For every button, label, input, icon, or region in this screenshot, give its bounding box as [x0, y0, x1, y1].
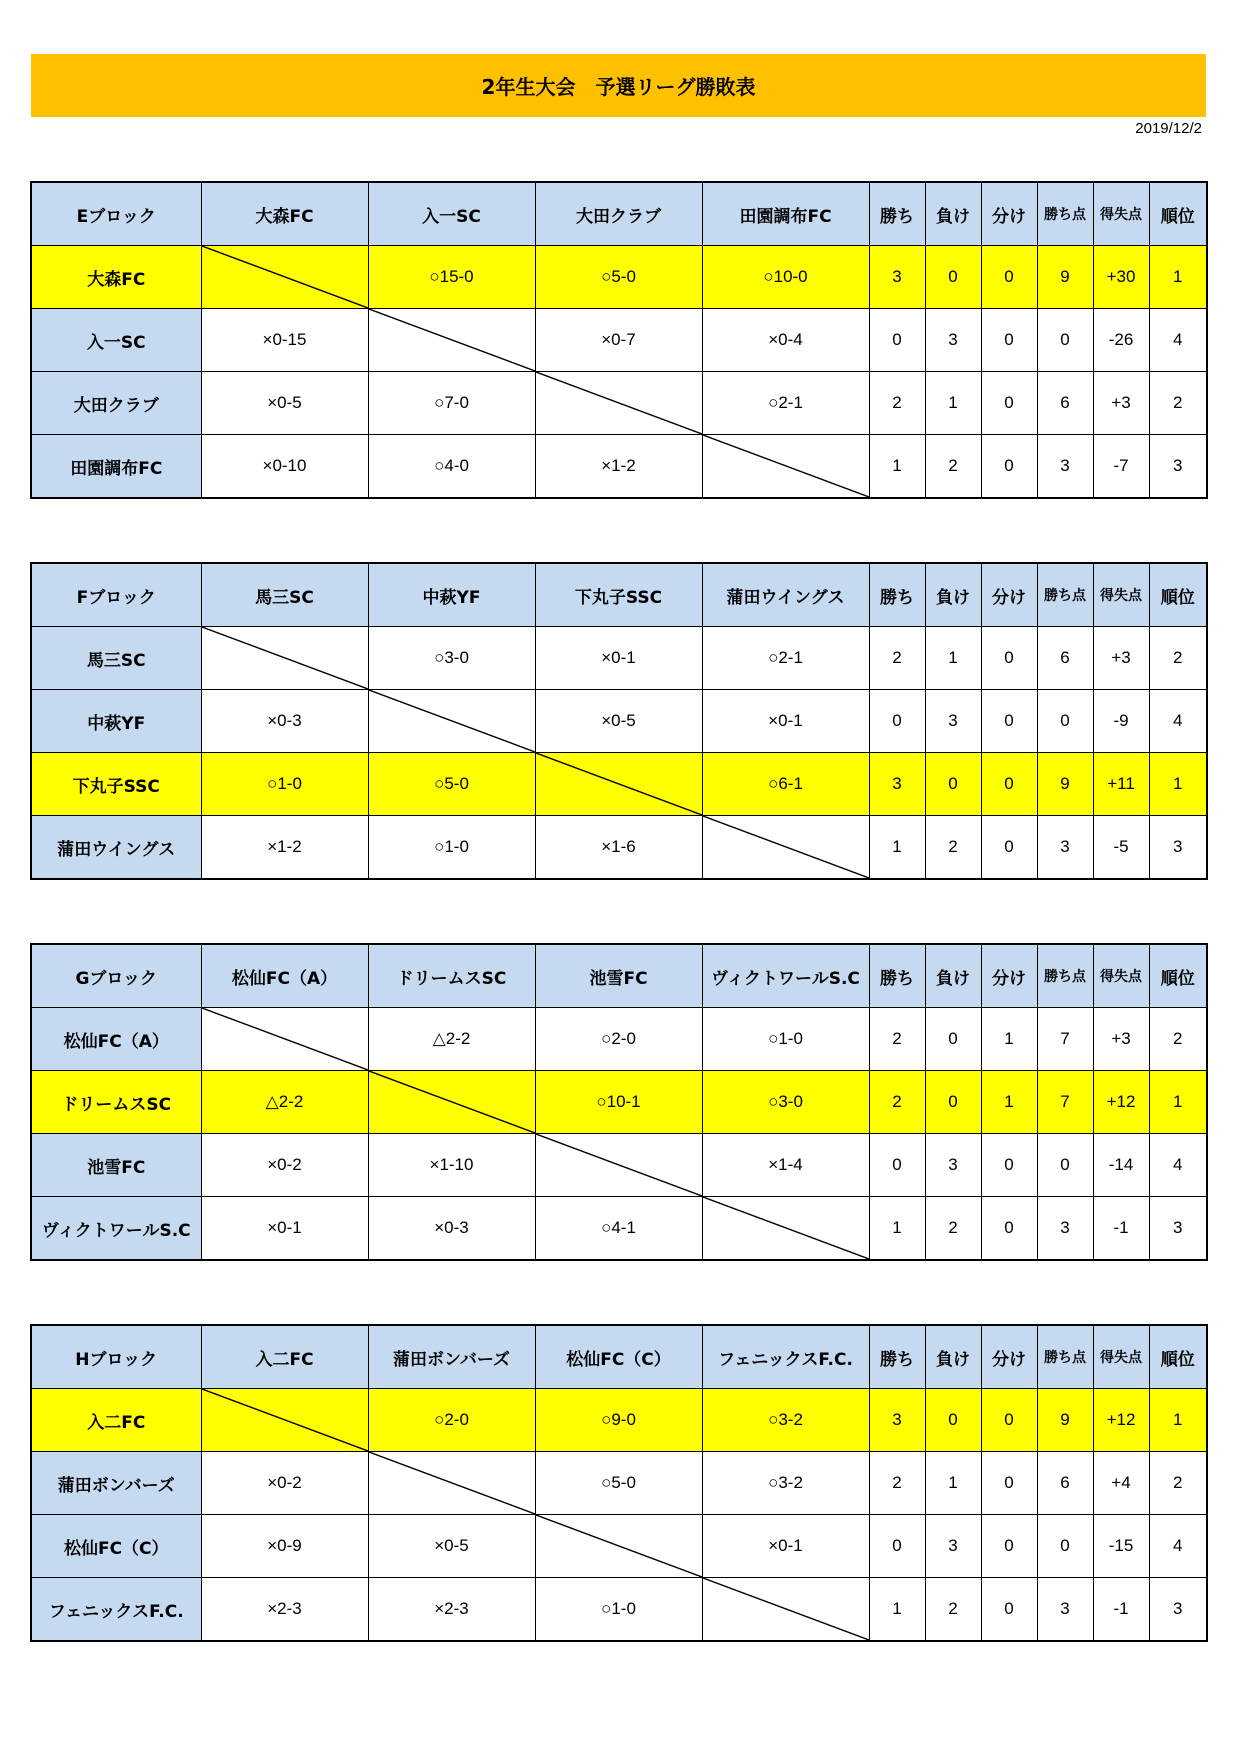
column-team-header: 蒲田ボンバーズ — [368, 1325, 535, 1389]
stat-wins: 1 — [869, 1197, 925, 1261]
stat-draws: 0 — [981, 1515, 1037, 1578]
diagonal-line — [536, 1515, 702, 1577]
diagonal-stroke — [536, 1515, 702, 1577]
stat-draws: 0 — [981, 753, 1037, 816]
row-team-name: ドリームスSC — [31, 1071, 201, 1134]
stat-header: 順位 — [1149, 182, 1207, 246]
match-result: ○1-0 — [702, 1008, 869, 1071]
stat-goal-diff: -26 — [1093, 309, 1149, 372]
stat-draws: 1 — [981, 1071, 1037, 1134]
diagonal-stroke — [202, 627, 368, 689]
stat-wins: 3 — [869, 753, 925, 816]
column-team-header: 入一SC — [368, 182, 535, 246]
stat-header: 得失点 — [1093, 182, 1149, 246]
self-match-cell — [702, 435, 869, 499]
stat-losses: 0 — [925, 753, 981, 816]
row-team-name: 大田クラブ — [31, 372, 201, 435]
stat-header: 勝ち — [869, 182, 925, 246]
match-result: ×0-3 — [368, 1197, 535, 1261]
stat-points: 6 — [1037, 1452, 1093, 1515]
diagonal-stroke — [202, 246, 368, 308]
column-team-header: 松仙FC（A） — [201, 944, 368, 1008]
stat-points: 9 — [1037, 246, 1093, 309]
stat-wins: 0 — [869, 309, 925, 372]
league-table — [30, 1324, 1208, 1642]
stat-rank: 1 — [1149, 753, 1207, 816]
diagonal-line — [536, 753, 702, 815]
table-row — [31, 246, 1207, 309]
stat-losses: 2 — [925, 1197, 981, 1261]
stat-wins: 0 — [869, 1134, 925, 1197]
stat-losses: 3 — [925, 1134, 981, 1197]
column-team-header: ドリームスSC — [368, 944, 535, 1008]
diagonal-stroke — [703, 1197, 869, 1259]
stat-losses: 1 — [925, 372, 981, 435]
header-row — [31, 563, 1207, 627]
table-row — [31, 309, 1207, 372]
stat-rank: 4 — [1149, 690, 1207, 753]
stat-points: 0 — [1037, 309, 1093, 372]
self-match-cell — [702, 1578, 869, 1642]
stat-header: 分け — [981, 563, 1037, 627]
diagonal-line — [202, 1389, 368, 1451]
self-match-cell — [201, 1008, 368, 1071]
match-result: ×0-4 — [702, 309, 869, 372]
stat-points: 7 — [1037, 1008, 1093, 1071]
diagonal-line — [703, 1197, 869, 1259]
stat-rank: 3 — [1149, 1578, 1207, 1642]
diagonal-stroke — [703, 1578, 869, 1640]
stat-wins: 1 — [869, 816, 925, 880]
diagonal-stroke — [703, 816, 869, 878]
match-result: ×0-5 — [368, 1515, 535, 1578]
stat-points: 3 — [1037, 435, 1093, 499]
stat-draws: 0 — [981, 1197, 1037, 1261]
table-row — [31, 372, 1207, 435]
column-team-header: 大森FC — [201, 182, 368, 246]
stat-wins: 3 — [869, 1389, 925, 1452]
stat-points: 6 — [1037, 627, 1093, 690]
stat-points: 3 — [1037, 1578, 1093, 1642]
match-result: △2-2 — [368, 1008, 535, 1071]
diagonal-stroke — [369, 309, 535, 371]
match-result: ×1-2 — [201, 816, 368, 880]
league-block — [30, 181, 1206, 499]
table-row — [31, 435, 1207, 499]
match-result: ○10-1 — [535, 1071, 702, 1134]
match-result: ○4-1 — [535, 1197, 702, 1261]
match-result: ○3-2 — [702, 1452, 869, 1515]
column-team-header: ヴィクトワールS.C — [702, 944, 869, 1008]
block-name: Gブロック — [31, 944, 201, 1008]
diagonal-line — [369, 1071, 535, 1133]
stat-draws: 0 — [981, 435, 1037, 499]
match-result: ○7-0 — [368, 372, 535, 435]
row-team-name: 松仙FC（A） — [31, 1008, 201, 1071]
stat-draws: 0 — [981, 1134, 1037, 1197]
table-row — [31, 1578, 1207, 1642]
page-title — [31, 54, 1206, 117]
match-result: ×0-9 — [201, 1515, 368, 1578]
self-match-cell — [201, 246, 368, 309]
column-team-header: 蒲田ウイングス — [702, 563, 869, 627]
diagonal-stroke — [536, 1134, 702, 1196]
stat-rank: 1 — [1149, 1071, 1207, 1134]
stat-goal-diff: -7 — [1093, 435, 1149, 499]
column-team-header: 馬三SC — [201, 563, 368, 627]
stat-rank: 3 — [1149, 1197, 1207, 1261]
row-team-name: フェニックスF.C. — [31, 1578, 201, 1642]
stat-header: 勝ち点 — [1037, 563, 1093, 627]
diagonal-line — [369, 1452, 535, 1514]
match-result: ×1-10 — [368, 1134, 535, 1197]
match-result: ○5-0 — [535, 1452, 702, 1515]
column-team-header: 中萩YF — [368, 563, 535, 627]
stat-header: 勝ち — [869, 1325, 925, 1389]
stat-goal-diff: -14 — [1093, 1134, 1149, 1197]
self-match-cell — [535, 372, 702, 435]
match-result: ×0-5 — [201, 372, 368, 435]
table-row — [31, 627, 1207, 690]
stat-header: 負け — [925, 944, 981, 1008]
stat-wins: 2 — [869, 1008, 925, 1071]
diagonal-line — [369, 309, 535, 371]
stat-draws: 0 — [981, 1578, 1037, 1642]
header-row — [31, 1325, 1207, 1389]
stat-header: 分け — [981, 182, 1037, 246]
self-match-cell — [368, 309, 535, 372]
league-block — [30, 562, 1206, 880]
row-team-name: 大森FC — [31, 246, 201, 309]
league-table — [30, 943, 1208, 1261]
self-match-cell — [535, 1134, 702, 1197]
self-match-cell — [702, 816, 869, 880]
stat-wins: 3 — [869, 246, 925, 309]
block-name: Fブロック — [31, 563, 201, 627]
diagonal-stroke — [536, 372, 702, 434]
match-result: ○1-0 — [368, 816, 535, 880]
diagonal-line — [202, 246, 368, 308]
stat-losses: 3 — [925, 1515, 981, 1578]
stat-rank: 2 — [1149, 372, 1207, 435]
stat-rank: 2 — [1149, 627, 1207, 690]
row-team-name: 入一SC — [31, 309, 201, 372]
stat-points: 0 — [1037, 690, 1093, 753]
stat-rank: 4 — [1149, 1515, 1207, 1578]
stat-goal-diff: +30 — [1093, 246, 1149, 309]
stat-wins: 0 — [869, 1515, 925, 1578]
diagonal-line — [703, 1578, 869, 1640]
league-table — [30, 562, 1208, 880]
stat-goal-diff: +3 — [1093, 372, 1149, 435]
stat-goal-diff: +3 — [1093, 1008, 1149, 1071]
header-row — [31, 944, 1207, 1008]
diagonal-line — [536, 1134, 702, 1196]
self-match-cell — [535, 1515, 702, 1578]
block-name: Eブロック — [31, 182, 201, 246]
match-result: ×2-3 — [368, 1578, 535, 1642]
column-team-header: フェニックスF.C. — [702, 1325, 869, 1389]
self-match-cell — [201, 1389, 368, 1452]
stat-losses: 3 — [925, 309, 981, 372]
stat-points: 3 — [1037, 1197, 1093, 1261]
stat-header: 勝ち — [869, 563, 925, 627]
match-result: ×1-6 — [535, 816, 702, 880]
league-table — [30, 181, 1208, 499]
match-result: ×0-1 — [702, 690, 869, 753]
stat-wins: 2 — [869, 1071, 925, 1134]
match-result: ×0-3 — [201, 690, 368, 753]
table-row — [31, 1071, 1207, 1134]
match-result: ○1-0 — [535, 1578, 702, 1642]
stat-points: 9 — [1037, 753, 1093, 816]
table-row — [31, 816, 1207, 880]
stat-goal-diff: +3 — [1093, 627, 1149, 690]
stat-header: 得失点 — [1093, 563, 1149, 627]
stat-losses: 2 — [925, 816, 981, 880]
diagonal-stroke — [536, 753, 702, 815]
stat-header: 勝ち点 — [1037, 1325, 1093, 1389]
match-result: ○1-0 — [201, 753, 368, 816]
match-result: ○5-0 — [368, 753, 535, 816]
stat-rank: 4 — [1149, 1134, 1207, 1197]
stat-wins: 2 — [869, 627, 925, 690]
match-result: ×1-4 — [702, 1134, 869, 1197]
stat-points: 0 — [1037, 1134, 1093, 1197]
stat-points: 6 — [1037, 372, 1093, 435]
diagonal-line — [536, 372, 702, 434]
stat-draws: 0 — [981, 309, 1037, 372]
stat-losses: 0 — [925, 1071, 981, 1134]
diagonal-stroke — [369, 690, 535, 752]
column-team-header: 田園調布FC — [702, 182, 869, 246]
page-title-text: 2年生大会 予選リーグ勝敗表 — [481, 75, 756, 99]
stat-rank: 1 — [1149, 1389, 1207, 1452]
stat-header: 負け — [925, 1325, 981, 1389]
diagonal-stroke — [369, 1452, 535, 1514]
row-team-name: 蒲田ウイングス — [31, 816, 201, 880]
diagonal-stroke — [202, 1389, 368, 1451]
match-result: ×0-5 — [535, 690, 702, 753]
match-result: ○3-0 — [368, 627, 535, 690]
match-result: ○4-0 — [368, 435, 535, 499]
stat-goal-diff: -1 — [1093, 1578, 1149, 1642]
stat-losses: 0 — [925, 1389, 981, 1452]
stat-wins: 2 — [869, 1452, 925, 1515]
stat-points: 3 — [1037, 816, 1093, 880]
column-team-header: 下丸子SSC — [535, 563, 702, 627]
stat-rank: 2 — [1149, 1008, 1207, 1071]
diagonal-line — [703, 435, 869, 497]
stat-rank: 4 — [1149, 309, 1207, 372]
stat-header: 勝ち点 — [1037, 944, 1093, 1008]
match-result: ○9-0 — [535, 1389, 702, 1452]
block-name: Hブロック — [31, 1325, 201, 1389]
league-block — [30, 1324, 1206, 1642]
self-match-cell — [535, 753, 702, 816]
self-match-cell — [702, 1197, 869, 1261]
match-result: ×0-2 — [201, 1134, 368, 1197]
stat-draws: 0 — [981, 690, 1037, 753]
diagonal-stroke — [703, 435, 869, 497]
row-team-name: 池雪FC — [31, 1134, 201, 1197]
stat-points: 9 — [1037, 1389, 1093, 1452]
stat-losses: 1 — [925, 627, 981, 690]
date-label: 2019/12/2 — [1135, 120, 1202, 137]
stat-goal-diff: +12 — [1093, 1071, 1149, 1134]
match-result: ×0-1 — [535, 627, 702, 690]
match-result: ×1-2 — [535, 435, 702, 499]
stat-wins: 2 — [869, 372, 925, 435]
diagonal-line — [369, 690, 535, 752]
row-team-name: ヴィクトワールS.C — [31, 1197, 201, 1261]
stat-wins: 1 — [869, 435, 925, 499]
header-row — [31, 182, 1207, 246]
match-result: ○2-1 — [702, 627, 869, 690]
stat-losses: 2 — [925, 1578, 981, 1642]
stat-wins: 1 — [869, 1578, 925, 1642]
table-row — [31, 1197, 1207, 1261]
row-team-name: 入二FC — [31, 1389, 201, 1452]
stat-rank: 2 — [1149, 1452, 1207, 1515]
diagonal-line — [703, 816, 869, 878]
table-row — [31, 1389, 1207, 1452]
diagonal-line — [202, 627, 368, 689]
match-result: ×0-15 — [201, 309, 368, 372]
self-match-cell — [201, 627, 368, 690]
stat-rank: 3 — [1149, 816, 1207, 880]
match-result: ○2-1 — [702, 372, 869, 435]
match-result: ×0-10 — [201, 435, 368, 499]
stat-points: 0 — [1037, 1515, 1093, 1578]
match-result: ○2-0 — [535, 1008, 702, 1071]
column-team-header: 松仙FC（C） — [535, 1325, 702, 1389]
stat-goal-diff: -9 — [1093, 690, 1149, 753]
table-row — [31, 1515, 1207, 1578]
stat-losses: 0 — [925, 246, 981, 309]
row-team-name: 蒲田ボンバーズ — [31, 1452, 201, 1515]
stat-header: 順位 — [1149, 944, 1207, 1008]
stat-rank: 1 — [1149, 246, 1207, 309]
stat-header: 負け — [925, 182, 981, 246]
table-row — [31, 690, 1207, 753]
column-team-header: 大田クラブ — [535, 182, 702, 246]
stat-draws: 0 — [981, 372, 1037, 435]
diagonal-stroke — [369, 1071, 535, 1133]
stat-goal-diff: +11 — [1093, 753, 1149, 816]
stat-header: 分け — [981, 1325, 1037, 1389]
match-result: ○6-1 — [702, 753, 869, 816]
stat-wins: 0 — [869, 690, 925, 753]
match-result: ○10-0 — [702, 246, 869, 309]
match-result: ×0-7 — [535, 309, 702, 372]
match-result: △2-2 — [201, 1071, 368, 1134]
stat-losses: 1 — [925, 1452, 981, 1515]
match-result: ○2-0 — [368, 1389, 535, 1452]
stat-draws: 0 — [981, 246, 1037, 309]
table-row — [31, 1008, 1207, 1071]
row-team-name: 馬三SC — [31, 627, 201, 690]
row-team-name: 中萩YF — [31, 690, 201, 753]
stat-losses: 0 — [925, 1008, 981, 1071]
stat-header: 順位 — [1149, 1325, 1207, 1389]
match-result: ×0-1 — [201, 1197, 368, 1261]
stat-goal-diff: +12 — [1093, 1389, 1149, 1452]
column-team-header: 入二FC — [201, 1325, 368, 1389]
stat-goal-diff: +4 — [1093, 1452, 1149, 1515]
column-team-header: 池雪FC — [535, 944, 702, 1008]
match-result: ○3-2 — [702, 1389, 869, 1452]
stat-header: 得失点 — [1093, 944, 1149, 1008]
stat-header: 勝ち点 — [1037, 182, 1093, 246]
table-row — [31, 753, 1207, 816]
diagonal-line — [202, 1008, 368, 1070]
stat-header: 得失点 — [1093, 1325, 1149, 1389]
stat-header: 負け — [925, 563, 981, 627]
stat-losses: 2 — [925, 435, 981, 499]
stat-header: 分け — [981, 944, 1037, 1008]
stat-header: 順位 — [1149, 563, 1207, 627]
stat-goal-diff: -5 — [1093, 816, 1149, 880]
stat-header: 勝ち — [869, 944, 925, 1008]
match-result: ×2-3 — [201, 1578, 368, 1642]
self-match-cell — [368, 1071, 535, 1134]
match-result: ○3-0 — [702, 1071, 869, 1134]
league-block — [30, 943, 1206, 1261]
stat-draws: 0 — [981, 1452, 1037, 1515]
match-result: ×0-2 — [201, 1452, 368, 1515]
self-match-cell — [368, 690, 535, 753]
diagonal-stroke — [202, 1008, 368, 1070]
match-result: ×0-1 — [702, 1515, 869, 1578]
stat-draws: 0 — [981, 816, 1037, 880]
row-team-name: 田園調布FC — [31, 435, 201, 499]
stat-draws: 1 — [981, 1008, 1037, 1071]
table-row — [31, 1452, 1207, 1515]
stat-rank: 3 — [1149, 435, 1207, 499]
stat-goal-diff: -15 — [1093, 1515, 1149, 1578]
self-match-cell — [368, 1452, 535, 1515]
stat-draws: 0 — [981, 1389, 1037, 1452]
row-team-name: 下丸子SSC — [31, 753, 201, 816]
match-result: ○5-0 — [535, 246, 702, 309]
stat-losses: 3 — [925, 690, 981, 753]
stat-points: 7 — [1037, 1071, 1093, 1134]
stat-draws: 0 — [981, 627, 1037, 690]
match-result: ○15-0 — [368, 246, 535, 309]
stat-goal-diff: -1 — [1093, 1197, 1149, 1261]
table-row — [31, 1134, 1207, 1197]
row-team-name: 松仙FC（C） — [31, 1515, 201, 1578]
